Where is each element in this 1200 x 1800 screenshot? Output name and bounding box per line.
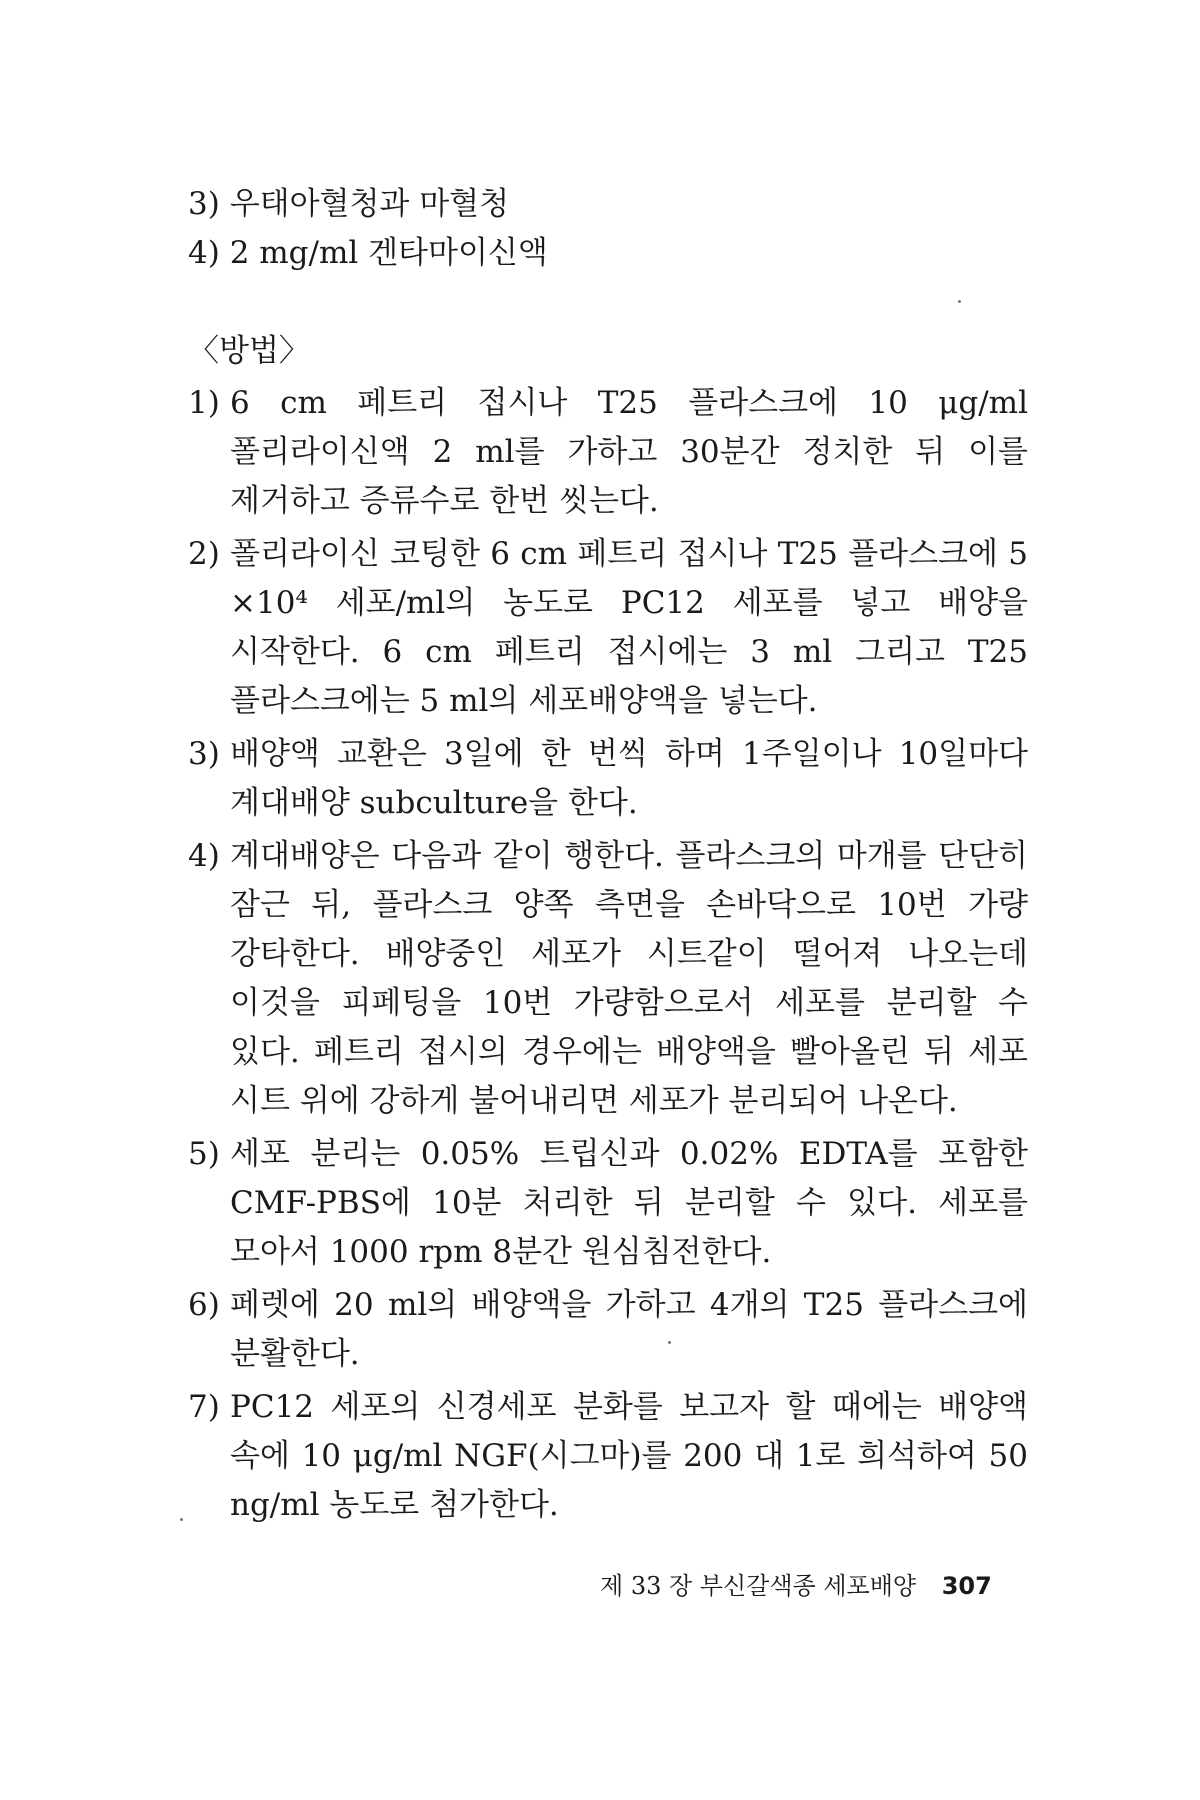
step-text: 배양액 교환은 3일에 한 번씩 하며 1주일이나 10일마다 계대배양 subculture을 한다. (230, 736, 1028, 821)
method-steps (188, 379, 1028, 1534)
material-item-text: 2 mg/ml 겐타마이신액 (229, 235, 548, 271)
step-text: 폴리라이신 코팅한 6 cm 페트리 접시나 T25 플라스크에 5 ×10⁴ 세포/ml의 농도로 PC12 세포를 넣고 배양을 시작한다. 6 cm 페트리 접시에는 3 ml 그리고 T25 플라스크에는 5 ml의 세포배양액을 넣는다. (230, 536, 1028, 719)
method-step-5 (188, 1130, 1028, 1277)
scan-speck (180, 1518, 183, 1521)
step-number: 6) (188, 1287, 220, 1323)
materials-list (188, 180, 1028, 278)
material-item-text: 우태아혈청과 마혈청 (229, 186, 510, 222)
method-step-3 (188, 730, 1028, 828)
step-number: 7) (188, 1389, 220, 1425)
scan-speck (958, 300, 961, 303)
step-number: 4) (188, 838, 220, 874)
page-footer (600, 1570, 992, 1602)
method-step-6 (188, 1281, 1028, 1379)
material-item-3 (188, 180, 1028, 229)
step-number: 1) (188, 385, 220, 421)
step-text: 계대배양은 다음과 같이 행한다. 플라스크의 마개를 단단히 잠근 뒤, 플라스크 양쪽 측면을 손바닥으로 10번 가량 강타한다. 배양중인 세포가 시트같이 떨어져 나오는데 이것을 피페팅을 10번 가량함으로서 세포를 분리할 수 있다. 페트리 접시의 경우에는 배양액을 빨아올린 뒤 세포 시트 위에 강하게 불어내리면 세포가 분리되어 나온다. (230, 838, 1028, 1119)
method-step-7 (188, 1383, 1028, 1530)
scan-speck (668, 1341, 671, 1344)
step-text: PC12 세포의 신경세포 분화를 보고자 할 때에는 배양액 속에 10 μg/ml NGF(시그마)를 200 대 1로 희석하여 50 ng/ml 농도로 첨가한다. (230, 1389, 1028, 1523)
step-text: 6 cm 페트리 접시나 T25 플라스크에 10 μg/ml 폴리라이신액 2 ml를 가하고 30분간 정치한 뒤 이를 제거하고 증류수로 한번 씻는다. (230, 385, 1028, 519)
page-number: 307 (941, 1572, 992, 1600)
method-step-2 (188, 530, 1028, 726)
step-number: 5) (188, 1136, 220, 1172)
step-text: 세포 분리는 0.05% 트립신과 0.02% EDTA를 포함한 CMF-PBS에 10분 처리한 뒤 분리할 수 있다. 세포를 모아서 1000 rpm 8분간 원심침전한다. (230, 1136, 1028, 1270)
material-item-number: 3) (188, 186, 220, 222)
method-step-1 (188, 379, 1028, 526)
material-item-4 (188, 229, 1028, 278)
method-step-4 (188, 832, 1028, 1126)
chapter-title: 제 33 장 부신갈색종 세포배양 (600, 1572, 917, 1600)
step-number: 2) (188, 536, 220, 572)
method-heading: 〈방법〉 (188, 333, 310, 369)
step-number: 3) (188, 736, 220, 772)
material-item-number: 4) (188, 235, 220, 271)
step-text: 페렛에 20 ml의 배양액을 가하고 4개의 T25 플라스크에 분활한다. (230, 1287, 1028, 1372)
